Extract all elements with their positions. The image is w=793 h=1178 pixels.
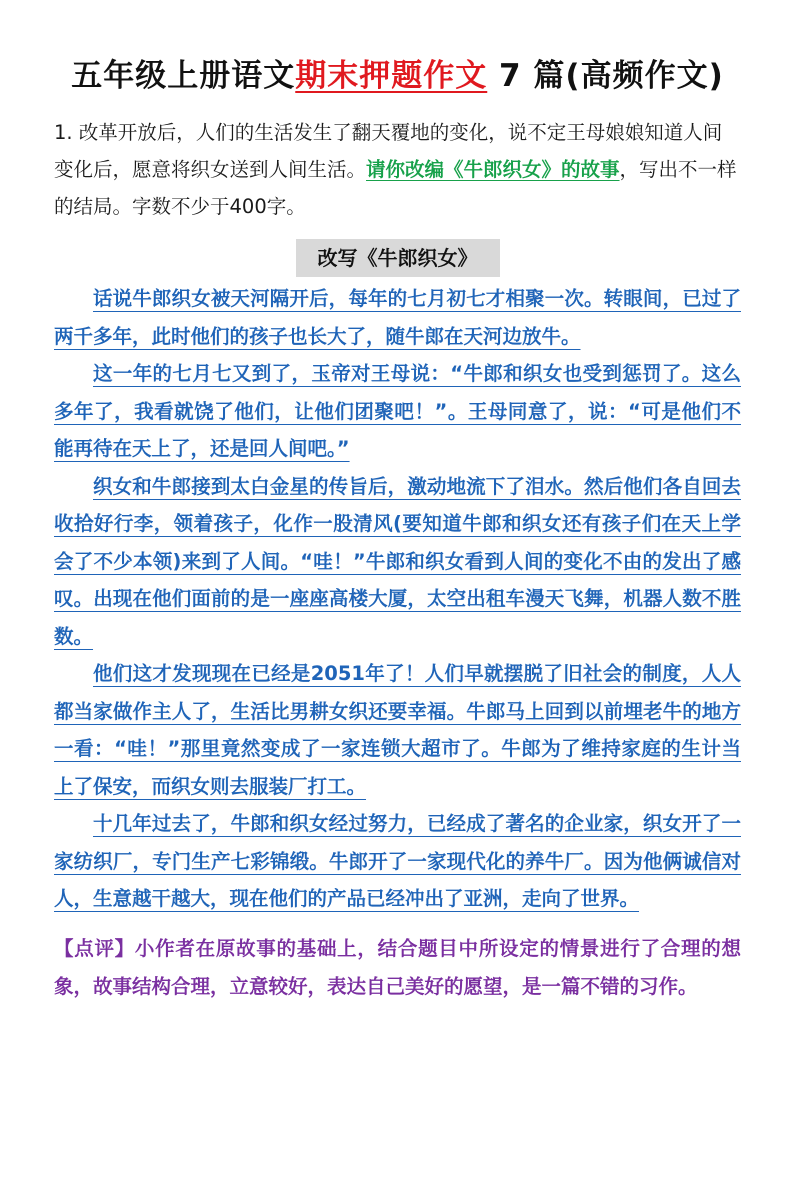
essay-title: 改写《牛郎织女》 — [296, 239, 500, 277]
title-part2: 7 篇(高频作文) — [487, 58, 724, 94]
prompt-text-2: ，写出不一样的结局。字数不少于400字。 — [54, 158, 737, 218]
teacher-review: 【点评】小作者在原故事的基础上，结合题目中所设定的情景进行了合理的想象，故事结构合理，立意较好，表达自己美好的愿望，是一篇不错的习作。 — [54, 936, 741, 998]
essay-paragraph-5: 十几年过去了，牛郎和织女经过努力，已经成了著名的企业家，织女开了一家纺织厂，专门生产七彩锦缎。牛郎开了一家现代化的养牛厂。因为他俩诚信对人，生意越干越大，现在他们的产品已经冲出了亚洲，走向了世界。 — [54, 812, 741, 910]
writing-prompt — [54, 114, 741, 225]
title-highlight: 期末押题作文 — [295, 58, 488, 94]
essay-paragraph-1: 话说牛郎织女被天河隔开后，每年的七月初七才相聚一次。转眼间，已过了两千多年，此时他们的孩子也长大了，随牛郎在天河边放牛。 — [54, 287, 741, 348]
essay-paragraph-2: 这一年的七月七又到了，玉帝对王母说：“牛郎和织女也受到惩罚了。这么多年了，我看就饶了他们，让他们团聚吧！”。王母同意了，说：“可是他们不能再待在天上了，还是回人间吧。” — [54, 362, 741, 460]
essay-paragraph-3: 织女和牛郎接到太白金星的传旨后，激动地流下了泪水。然后他们各自回去收拾好行李，领着孩子，化作一股清风(要知道牛郎和织女还有孩子们在天上学会了不少本领)来到了人间。“哇！”牛郎和织女看到人间的变化不由的发出了感叹。出现在他们面前的是一座座高楼大厦，太空出租车漫天飞舞，机器人数不胜数。 — [54, 474, 741, 648]
title-part1: 五年级上册语文 — [71, 58, 296, 94]
prompt-task-highlight: 请你改编《牛郎织女》的故事 — [366, 158, 620, 181]
essay-title-wrap — [54, 239, 741, 277]
prompt-text-1: 1. 改革开放后，人们的生活发生了翻天覆地的变化，说不定王母娘娘知道人间变化后，愿意将织女送到人间生活。 — [54, 121, 723, 181]
document-page — [0, 56, 793, 1178]
essay-body — [54, 280, 741, 918]
page-title — [54, 56, 741, 96]
essay-paragraph-4: 他们这才发现现在已经是2051年了！人们早就摆脱了旧社会的制度，人人都当家做作主人了，生活比男耕女织还要幸福。牛郎马上回到以前埋老牛的地方一看：“哇！”那里竟然变成了一家连锁大超市了。牛郎为了维持家庭的生计当上了保安，而织女则去服装厂打工。 — [54, 662, 741, 798]
